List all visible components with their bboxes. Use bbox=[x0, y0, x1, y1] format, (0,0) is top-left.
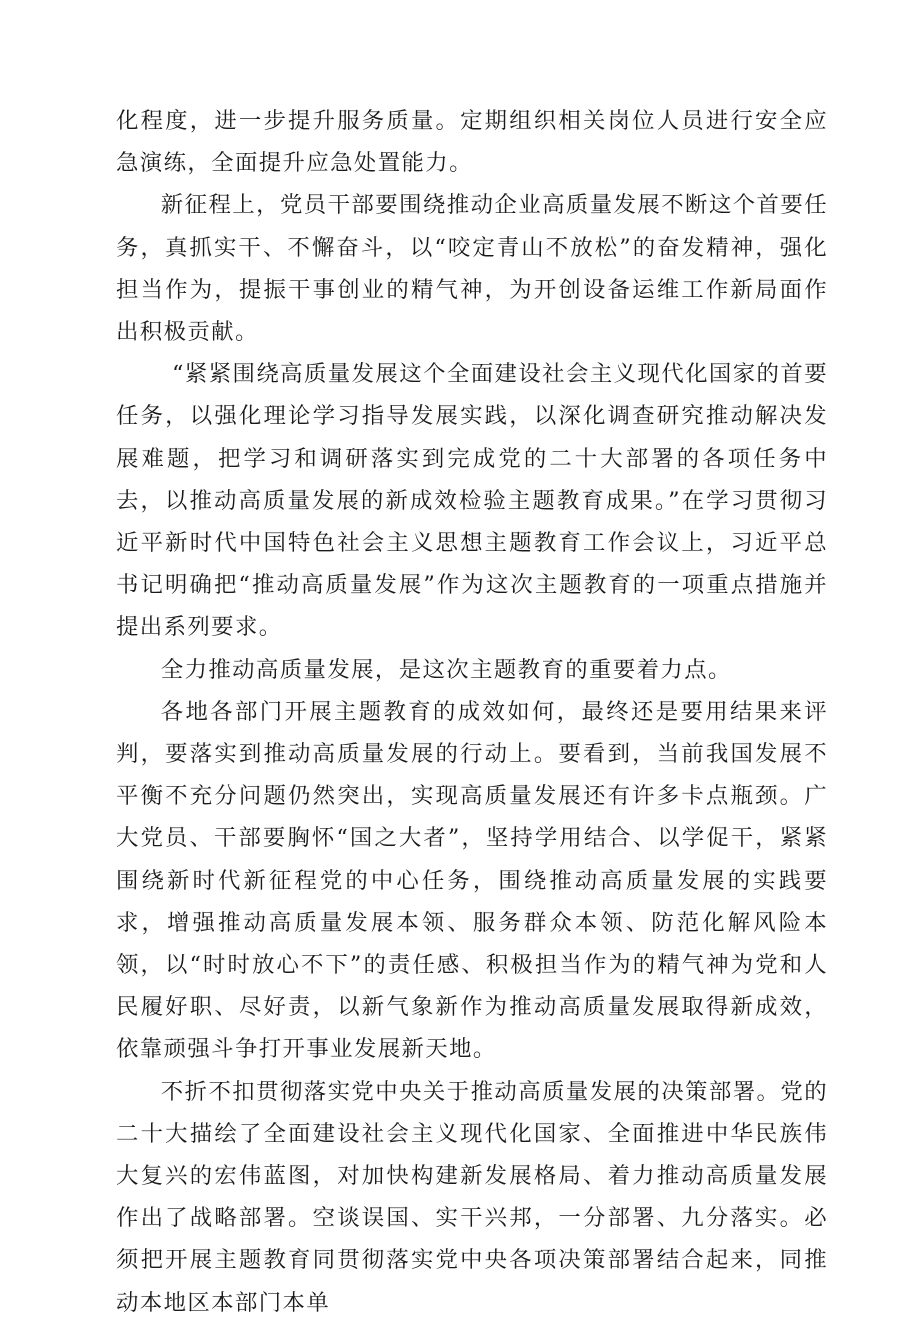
paragraph-1: 化程度，进一步提升服务质量。定期组织相关岗位人员进行安全应急演练，全面提升应急处置能力。 bbox=[116, 108, 828, 177]
document-body bbox=[116, 100, 828, 1324]
paragraph-4: 全力推动高质量发展，是这次主题教育的重要着力点。 bbox=[160, 656, 732, 683]
paragraph-5: 各地各部门开展主题教育的成效如何，最终还是要用结果来评判，要落实到推动高质量发展的行动上。要看到，当前我国发展不平衡不充分问题仍然突出，实现高质量发展还有许多卡点瓶颈。广大党员、干部要胸怀“国之大者”，坚持学用结合、以学促干，紧紧围绕新时代新征程党的中心任务，围绕推动高质量发展的实践要求，增强推动高质量发展本领、服务群众本领、防范化解风险本领，以“时时放心不下”的责任感、积极担当作为的精气神为党和人民履好职、尽好责，以新气象新作为推动高质量发展取得新成效，依靠顽强斗争打开事业发展新天地。 bbox=[116, 698, 828, 1063]
paragraph-6: 不折不扣贯彻落实党中央关于推动高质量发展的决策部署。党的二十大描绘了全面建设社会主义现代化国家、全面推进中华民族伟大复兴的宏伟蓝图，对加快构建新发展格局、着力推动高质量发展作出了战略部署。空谈误国、实干兴邦，一分部署、九分落实。必须把开展主题教育同贯彻落实党中央各项决策部署结合起来，同推动本地区本部门本单 bbox=[116, 1078, 828, 1316]
paragraph-3: “紧紧围绕高质量发展这个全面建设社会主义现代化国家的首要任务，以强化理论学习指导发展实践，以深化调查研究推动解决发展难题，把学习和调研落实到完成党的二十大部署的各项任务中去，以推动高质量发展的新成效检验主题教育成果。”在学习贯彻习近平新时代中国特色社会主义思想主题教育工作会议上，习近平总书记明确把“推动高质量发展”作为这次主题教育的一项重点措施并提出系列要求。 bbox=[116, 361, 828, 641]
paragraph-2: 新征程上，党员干部要围绕推动企业高质量发展不断这个首要任务，真抓实干、不懈奋斗，以“咬定青山不放松”的奋发精神，强化担当作为，提振干事创业的精气神，为开创设备运维工作新局面作出积极贡献。 bbox=[116, 192, 828, 346]
